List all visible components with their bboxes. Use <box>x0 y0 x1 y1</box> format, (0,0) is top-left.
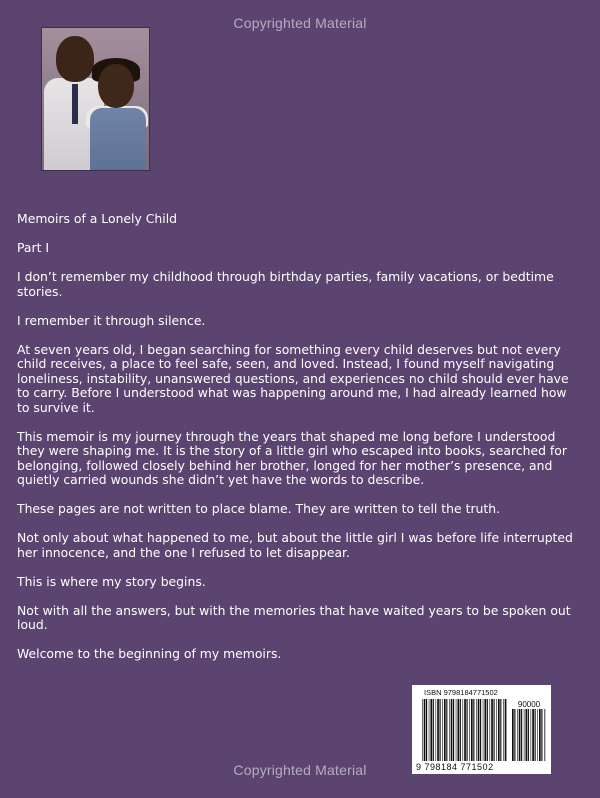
barcode-bars <box>422 699 507 761</box>
part-label: Part I <box>17 240 50 255</box>
photo-girl-head <box>98 64 134 108</box>
paragraph: I remember it through silence. <box>17 312 206 328</box>
isbn-label: ISBN 9798184771502 <box>424 688 498 697</box>
barcode <box>412 685 551 774</box>
book-title: Memoirs of a Lonely Child <box>17 211 178 226</box>
barcode-digits: 9 798184 771502 <box>416 762 494 772</box>
blurb-text <box>17 212 577 676</box>
watermark-bottom: Copyrighted Material <box>233 762 367 778</box>
cover-photo <box>41 27 150 171</box>
barcode-addon-bars <box>512 709 546 761</box>
paragraph: This is where my story begins. <box>17 573 206 589</box>
paragraph: Not only about what happened to me, but about the little girl I was before life interrupted her innocence, and the one I refused to let disappear. <box>17 530 573 560</box>
paragraph: At seven years old, I began searching for something every child deserves but not every child receives, a place to feel safe, seen, and loved. Instead, I found myself navigating loneliness, instability, unanswered questions, and experiences no child should ever have to carry. Before I understood what was happening around me, I had already learned how to survive it. <box>17 341 569 415</box>
paragraph: These pages are not written to place blame. They are written to tell the truth. <box>17 501 501 516</box>
watermark-top: Copyrighted Material <box>233 15 367 31</box>
paragraph: This memoir is my journey through the years that shaped me long before I understood they were shaping me. It is the story of a little girl who escaped into books, searched for belonging, followed closely behind her brother, longed for her mother’s presence, and quietly carried wounds she didn’t yet have the words to describe. <box>17 428 567 487</box>
paragraph: I don’t remember my childhood through birthday parties, family vacations, or bedtime stories. <box>17 269 554 299</box>
paragraph: Not with all the answers, but with the memories that have waited years to be spoken out loud. <box>17 602 571 632</box>
photo-boy-head <box>56 36 94 82</box>
photo-girl-body <box>90 108 146 171</box>
photo-boy-tie <box>72 84 78 124</box>
paragraph: Welcome to the beginning of my memoirs. <box>17 646 282 661</box>
barcode-addon-number: 90000 <box>517 700 541 709</box>
